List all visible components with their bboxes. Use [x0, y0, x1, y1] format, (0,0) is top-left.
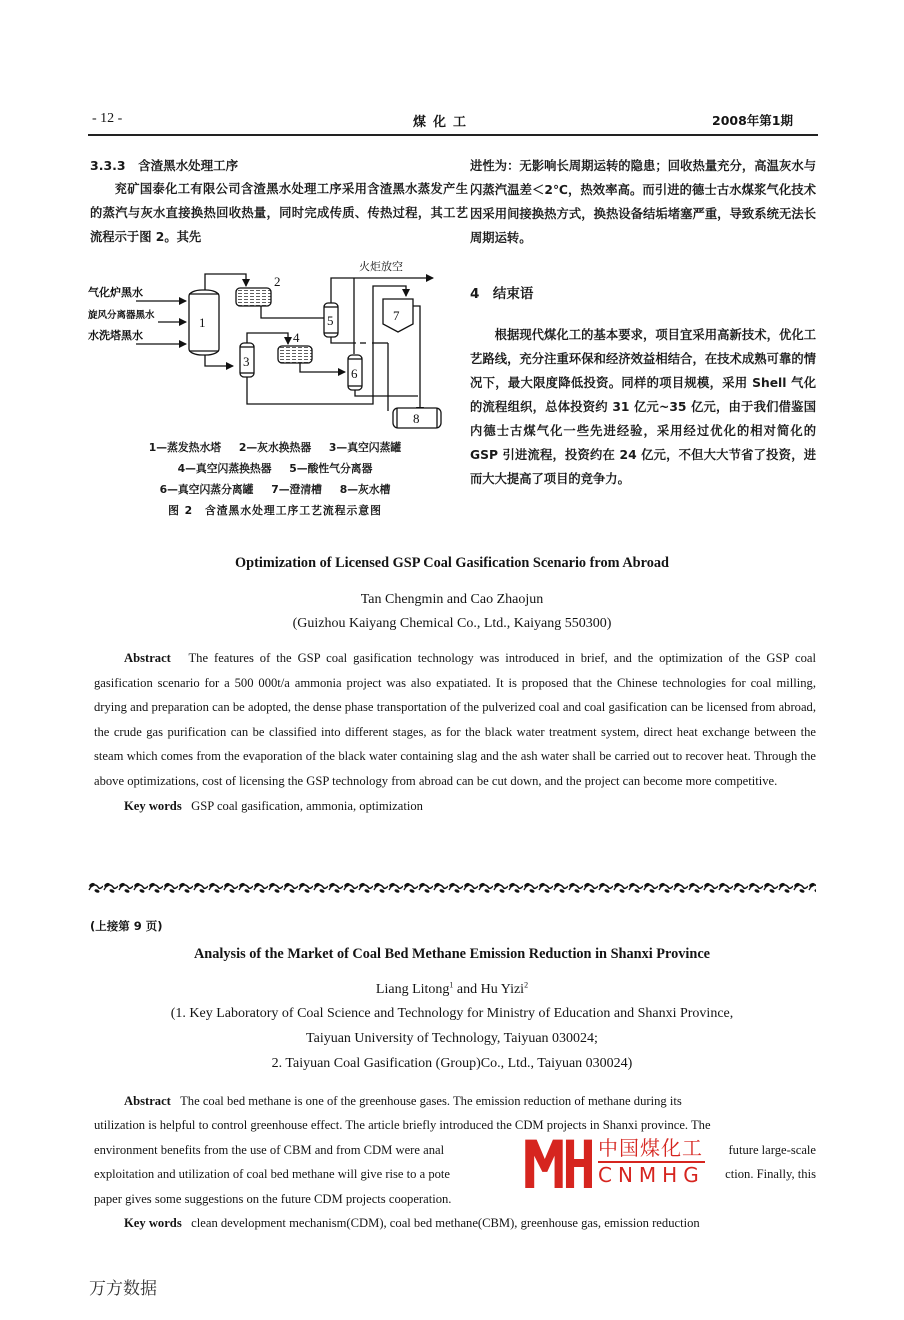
abstract2-affiliation-1: (1. Key Laboratory of Coal Science and Technology for Ministry of Education and Shanxi Province, — [170, 1006, 734, 1021]
abstract2-line3-a: environment benefits from the use of CBM and from CDM were anal — [94, 1142, 445, 1157]
abstract2-line-3 — [94, 1138, 816, 1162]
abstract2-body — [94, 1089, 816, 1235]
unit-4-flash-exchanger — [278, 346, 312, 363]
header-rule — [88, 134, 818, 136]
legend-item-3: 3—真空闪蒸罐 — [328, 441, 402, 454]
unit-label-5: 5 — [327, 313, 334, 328]
abstract1-keywords — [94, 794, 816, 819]
figure-legend — [90, 437, 460, 500]
abstract2-label: Abstract — [124, 1094, 171, 1108]
abstract2-affiliation-2: Taiyuan University of Technology, Taiyuan 030024; — [306, 1031, 598, 1046]
abstract2-line3-b: future large-scale — [728, 1142, 816, 1157]
vine-ornament-icon — [88, 880, 816, 894]
legend-item-4: 4—真空闪蒸换热器 — [177, 462, 272, 475]
left-paragraph-text: 兖矿国泰化工有限公司含渣黑水处理工序采用含渣黑水蒸发产生的蒸汽与灰水直接换热回收热量，同时完成传质、传热过程，其工艺流程示于图 2。其先 — [90, 182, 468, 244]
legend-item-2: 2—灰水换热器 — [238, 441, 312, 454]
author-1-sup: 1 — [449, 980, 454, 990]
legend-row-2 — [90, 458, 460, 479]
abstract1-text: The features of the GSP coal gasification technology was introduced in brief, and the optimization of the GSP coal gasification scenario for a 500 000t/a ammonia project was also expatiated. It is proposed that the Chinese technologies for coal milling, drying and preparation can be adopted, the dense phase transportation of the pulverized coal and coal gasification can be licensed from abroad, the crude gas purification can be classified into different stages, as for the black water treatment system, direct heat exchange between the steam which comes from the evaporation of the black water containing slag and the ash water shall be carried out to recover heat. Through the above optimizations, cost of licensing the GSP technology from abroad can be cut down, and the project can become more competitive. — [94, 651, 816, 788]
input-label-cyclone: 旋风分离器黑水 — [88, 310, 155, 321]
author-1: Liang Litong — [375, 982, 450, 997]
page-number: - 12 - — [92, 111, 123, 126]
conclusion-text: 根据现代煤化工的基本要求，项目宜采用高新技术，优化工艺路线，充分注重环保和经济效益相结合，在技术成熟可靠的情况下，最大限度降低投资。同样的项目规模，采用 Shell 气化的流程组织，总体投资约 31 亿元~35 亿元，由于我们借鉴国内德士古煤气化一些先进经验，采用经过优化的相对简化的 GSP 引进流程，投资约在 24 亿元，不但大大节省了投资，进而大大提高了项目的竞争力。 — [470, 328, 816, 486]
abstract2-keywords — [94, 1211, 816, 1235]
abstract2-authors — [0, 982, 904, 998]
abstract2-line-5: paper gives some suggestions on the future CDM projects cooperation. — [94, 1191, 452, 1206]
figure-caption: 图 2 含渣黑水处理工序工艺流程示意图 — [168, 504, 382, 517]
issue-label: 2008年第1期 — [712, 113, 793, 128]
input-label-gasifier: 气化炉黑水 — [88, 286, 143, 299]
unit-label-2: 2 — [274, 274, 281, 289]
journal-name: 煤化工 — [413, 115, 474, 130]
abstract2-line4-b: ction. Finally, this — [725, 1167, 816, 1182]
abstract2-line1-text: The coal bed methane is one of the greenhouse gases. The emission reduction of methane during its — [180, 1094, 682, 1108]
legend-item-8: 8—灰水槽 — [339, 483, 391, 496]
left-paragraph — [90, 177, 468, 249]
flare-label: 火炬放空 — [359, 260, 403, 273]
legend-item-1: 1—蒸发热水塔 — [148, 441, 222, 454]
mh-logo-icon — [522, 1138, 592, 1188]
legend-row-1 — [90, 437, 460, 458]
ornamental-divider — [88, 880, 816, 894]
legend-row-3 — [90, 479, 460, 500]
unit-label-1: 1 — [199, 315, 206, 330]
abstract2-line-4 — [94, 1162, 816, 1186]
abstract2-line-1 — [94, 1089, 816, 1113]
unit-label-6: 6 — [351, 366, 358, 381]
abstract1-paragraph — [94, 646, 816, 794]
abstract2-affiliation-3: 2. Taiyuan Coal Gasification (Group)Co., Ltd., Taiyuan 030024) — [271, 1056, 633, 1071]
abstract1-label: Abstract — [124, 651, 171, 665]
legend-item-7: 7—澄清槽 — [271, 483, 322, 496]
abstract1-authors: Tan Chengmin and Cao Zhaojun — [360, 592, 544, 607]
logo-english-name: CNMHG — [598, 1163, 705, 1187]
unit-label-3: 3 — [243, 354, 250, 369]
right-paragraph-cont — [470, 154, 816, 250]
abstract1-title: Optimization of Licensed GSP Coal Gasification Scenario from Abroad — [235, 555, 669, 571]
right-paragraph-text: 进性为：无影响长周期运转的隐患；回收热量充分，高温灰水与闪蒸汽温差＜2℃，热效率高。而引进的德士古水煤浆气化技术因采用间接换热方式，换热设备结垢堵塞严重，导致系统无法长周期运转。 — [470, 159, 816, 245]
author-2-sup: 2 — [524, 980, 529, 990]
wanfang-data-mark: 万方数据 — [89, 1279, 157, 1299]
abstract2-title: Analysis of the Market of Coal Bed Methane Emission Reduction in Shanxi Province — [193, 946, 711, 962]
unit-2-heat-exchanger — [236, 288, 271, 306]
input-label-scrubber: 水洗塔黑水 — [88, 329, 143, 342]
abstract1-affiliation: (Guizhou Kaiyang Chemical Co., Ltd., Kaiyang 550300) — [292, 616, 612, 631]
unit-label-7: 7 — [393, 308, 400, 323]
unit-label-4: 4 — [293, 330, 300, 345]
unit-label-8: 8 — [413, 411, 420, 426]
conclusion-paragraph — [470, 323, 816, 491]
abstract2-line1-label-wrap — [94, 1089, 682, 1113]
abstract1-keywords-label: Key words — [124, 798, 182, 813]
section-heading-4: 4 结束语 — [470, 286, 534, 302]
abstract2-keywords-text: clean development mechanism(CDM), coal bed methane(CBM), greenhouse gas, emission reduction — [191, 1216, 700, 1231]
abstract2-line4-a: exploitation and utilization of coal bed methane will give rise to a pote — [94, 1167, 451, 1182]
author-2: and Hu Yizi — [453, 982, 525, 997]
process-flow-diagram — [88, 256, 448, 436]
legend-item-5: 5—酸性气分离器 — [289, 462, 373, 475]
continued-from-note: (上接第 9 页) — [90, 919, 163, 933]
abstract2-keywords-label: Key words — [124, 1216, 182, 1231]
abstract2-line-2: utilization is helpful to control greenhouse effect. The article briefly introduced the CDM projects in Shanxi province. The — [94, 1118, 711, 1133]
logo-chinese-name: 中国煤化工 — [598, 1136, 703, 1160]
abstract1-body — [94, 646, 816, 818]
cnmhg-logo-mark — [522, 1138, 592, 1188]
section-heading-3-3-3: 3.3.3 含渣黑水处理工序 — [90, 158, 239, 173]
abstract1-keywords-text: GSP coal gasification, ammonia, optimization — [191, 798, 423, 813]
legend-item-6: 6—真空闪蒸分离罐 — [159, 483, 254, 496]
flow-diagram-svg — [88, 256, 448, 436]
